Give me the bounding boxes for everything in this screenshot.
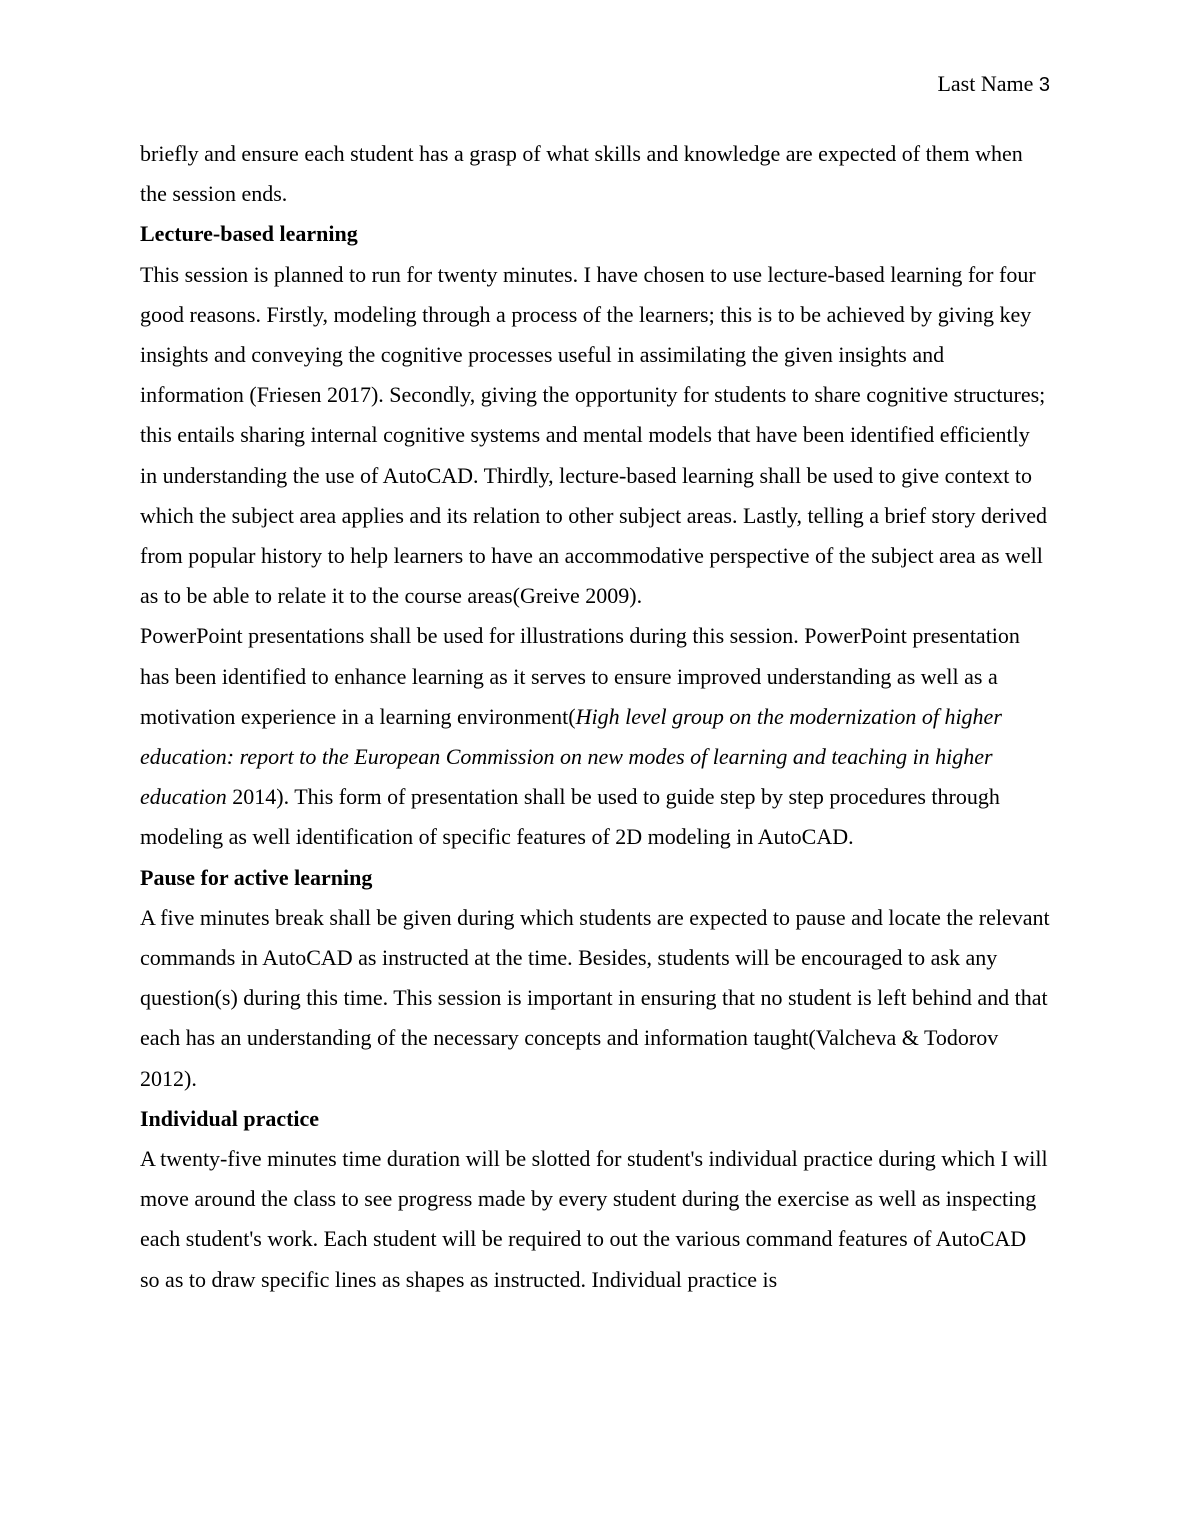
- citation-title: High level group on the modernization of higher education: report to the European Commission on new modes of learning and teaching in higher education: [140, 703, 1002, 810]
- document-body: [140, 134, 1050, 1300]
- powerpoint-text-start: PowerPoint presentations shall be used for illustrations during this session. PowerPoint presentation has been identified to enhance learning as it serves to ensure improved understanding as well as a motivation experience in a learning environment(: [140, 623, 1020, 729]
- heading-individual-practice: Individual practice: [140, 1105, 320, 1131]
- powerpoint-text-end: 2014). This form of presentation shall be used to guide step by step procedures through modeling as well identification of specific features of 2D modeling in AutoCAD.: [140, 784, 1000, 850]
- heading-lecture-based-learning: Lecture-based learning: [140, 221, 358, 247]
- paragraph-continuation: briefly and ensure each student has a grasp of what skills and knowledge are expected of them when the session ends.: [140, 141, 1023, 207]
- page-number: 3: [1038, 74, 1050, 96]
- paragraph-individual-practice: A twenty-five minutes time duration will be slotted for student's individual practice during which I will move around the class to see progress made by every student during the exercise as well as inspecting each student's work. Each student will be required to out the various command features of AutoCAD so as to draw specific lines as shapes as instructed. Individual practice is: [140, 1146, 1048, 1292]
- paragraph-lecture-based-learning: This session is planned to run for twenty minutes. I have chosen to use lecture-based learning for four good reasons. Firstly, modeling through a process of the learners; this is to be achieved by giving key insights and conveying the cognitive processes useful in assimilating the given insights and information (Friesen 2017). Secondly, giving the opportunity for students to share cognitive structures; this entails sharing internal cognitive systems and mental models that have been identified efficiently in understanding the use of AutoCAD. Thirdly, lecture-based learning shall be used to give context to which the subject area applies and its relation to other subject areas. Lastly, telling a brief story derived from popular history to help learners to have an accommodative perspective of the subject area as well as to be able to relate it to the course areas(Greive 2009).: [140, 261, 1047, 609]
- heading-pause-for-active-learning: Pause for active learning: [140, 864, 373, 890]
- page-header: [937, 70, 1050, 99]
- paragraph-powerpoint: [140, 616, 1050, 857]
- running-head: Last Name: [937, 71, 1034, 96]
- paragraph-pause-for-active-learning: A five minutes break shall be given during which students are expected to pause and locate the relevant commands in AutoCAD as instructed at the time. Besides, students will be encouraged to ask any question(s) during this time. This session is important in ensuring that no student is left behind and that each has an understanding of the necessary concepts and information taught(Valcheva & Todorov 2012).: [140, 904, 1050, 1091]
